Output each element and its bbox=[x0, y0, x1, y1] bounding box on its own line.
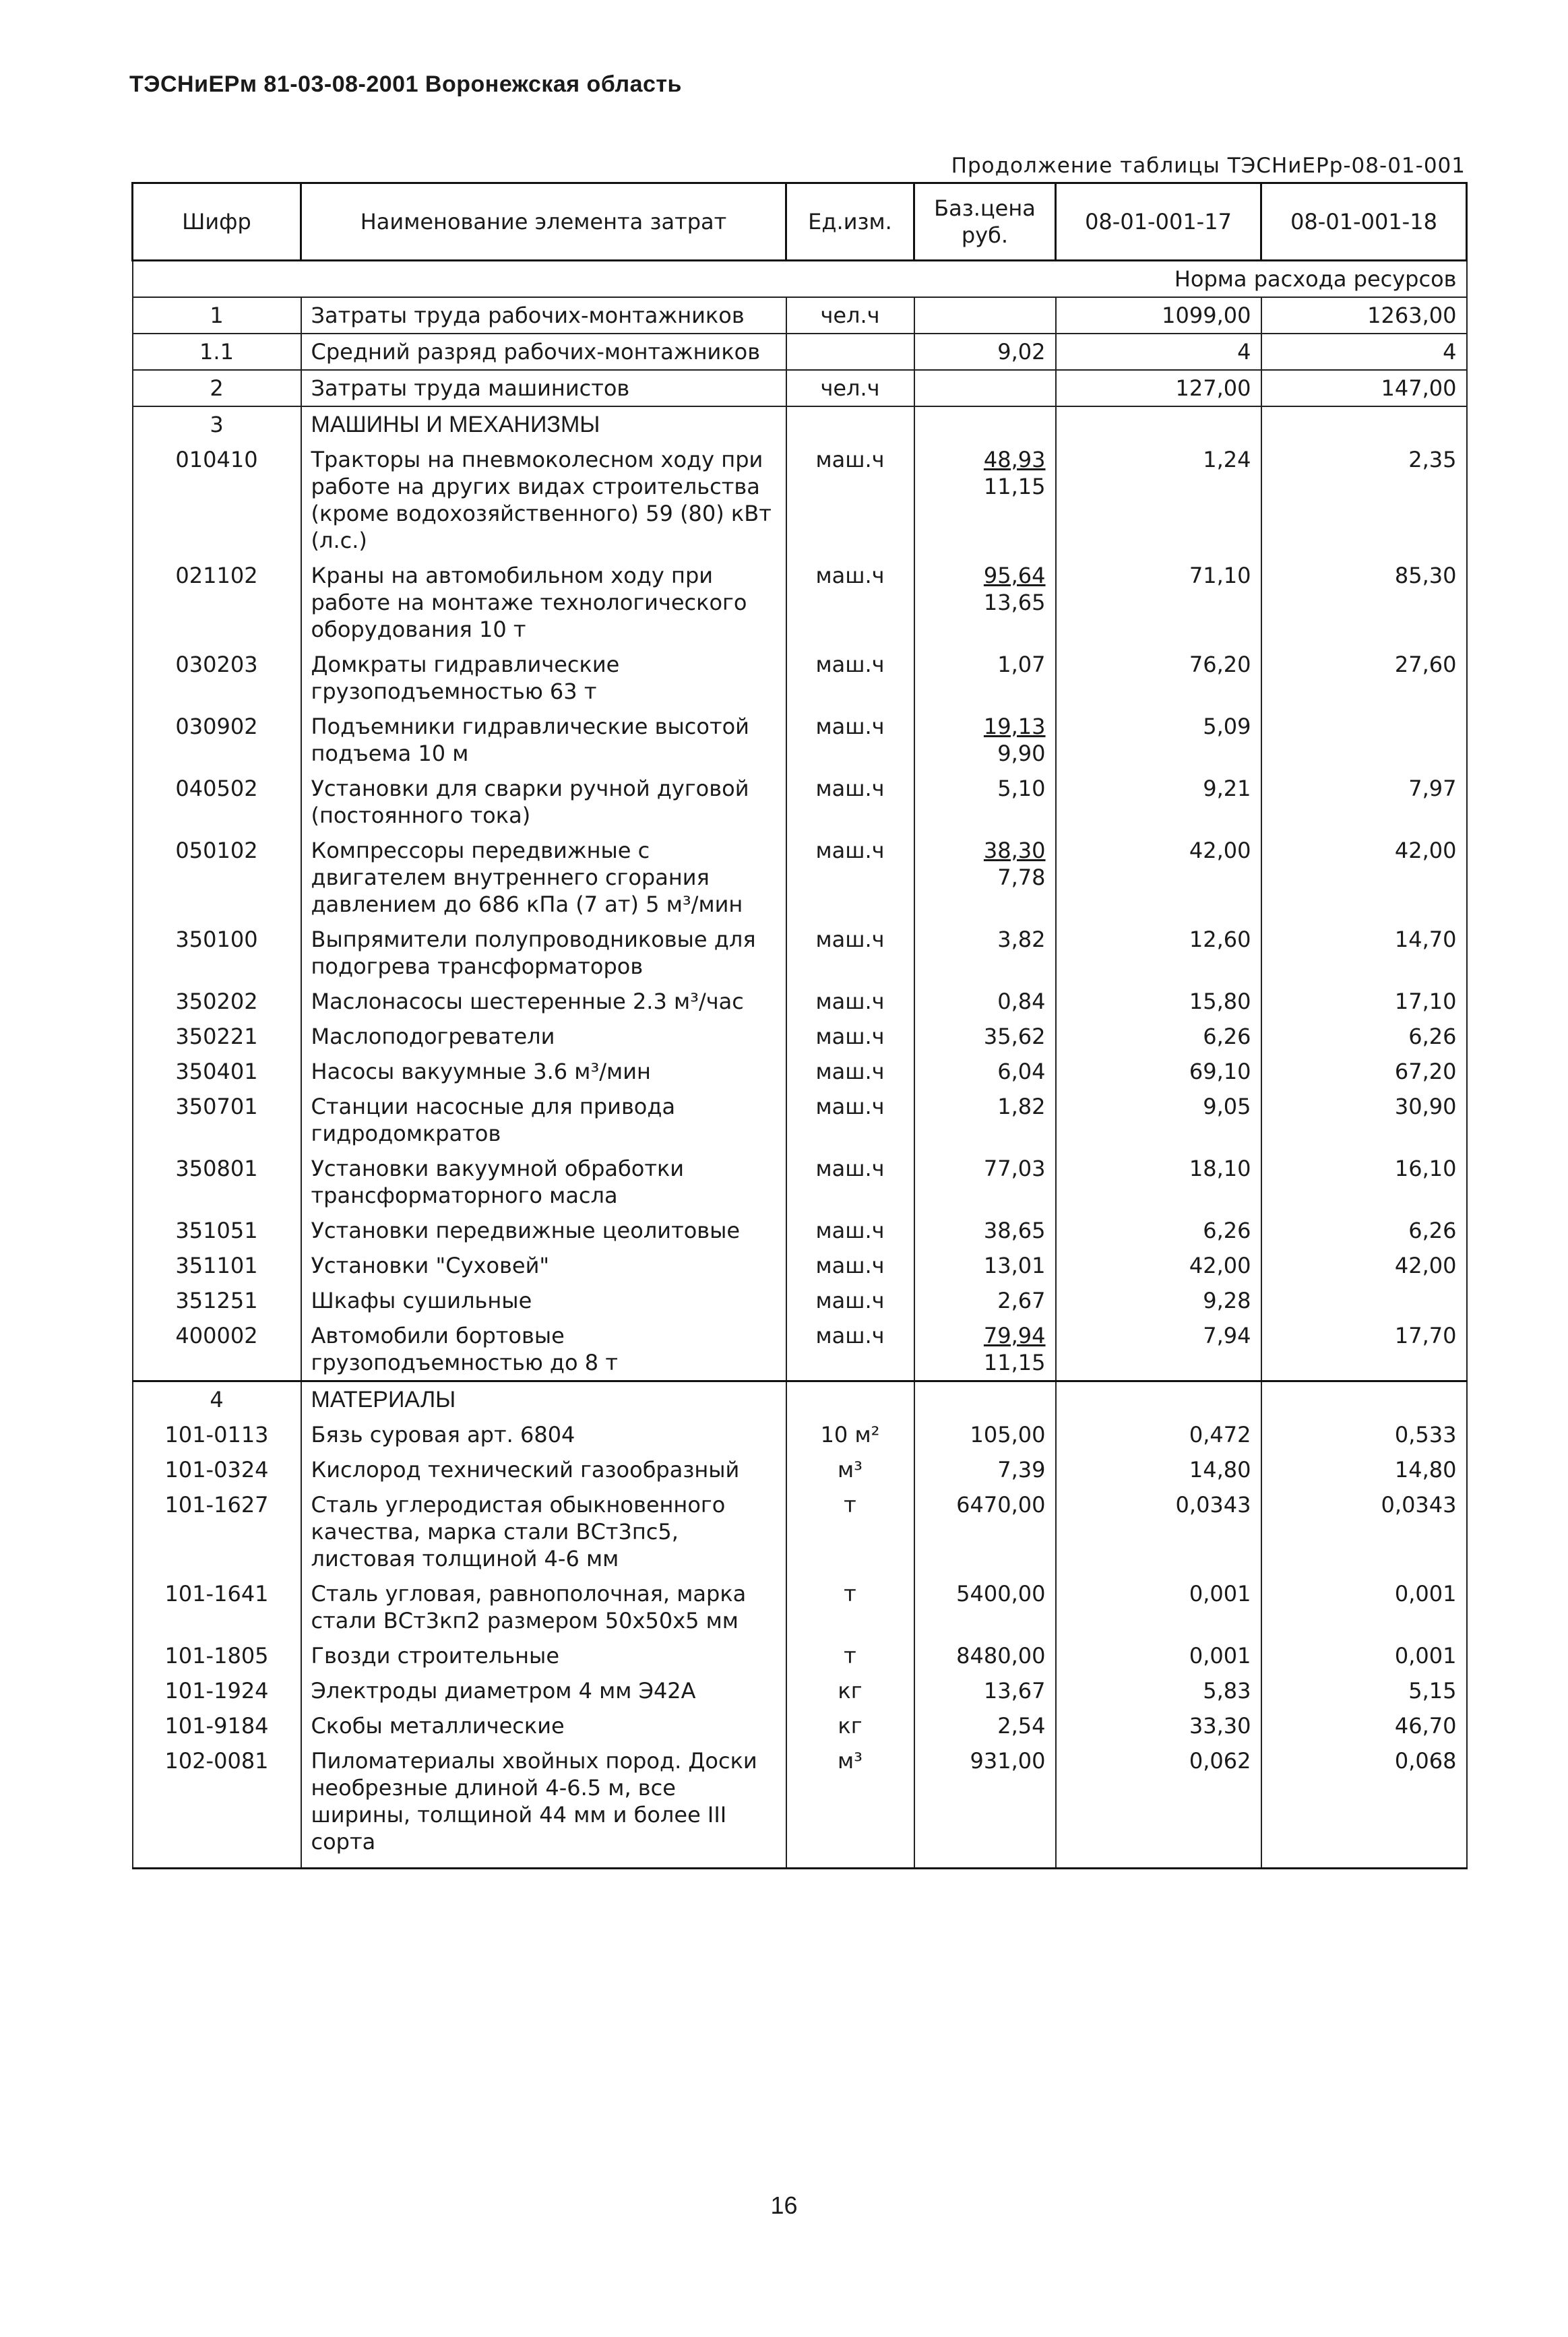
row-value-17 bbox=[1056, 406, 1261, 442]
row-price: 9,02 bbox=[914, 334, 1056, 370]
row-name: Шкафы сушильные bbox=[301, 1283, 786, 1318]
row-value-17: 18,10 bbox=[1056, 1151, 1261, 1213]
row-name: Компрессоры передвижные с двигателем внутреннего сгорания давлением до 686 кПа (7 ат) 5 м³/мин bbox=[301, 833, 786, 922]
row-code: 350221 bbox=[133, 1019, 301, 1054]
row-code: 350701 bbox=[133, 1089, 301, 1151]
row-unit: т bbox=[786, 1638, 914, 1673]
header-name: Наименование элемента затрат bbox=[301, 183, 786, 261]
table-row bbox=[133, 709, 1467, 771]
row-code: 030902 bbox=[133, 709, 301, 771]
row-code: 101-9184 bbox=[133, 1708, 301, 1743]
header-unit: Ед.изм. bbox=[786, 183, 914, 261]
row-unit: чел.ч bbox=[786, 370, 914, 406]
row-price: 13,67 bbox=[914, 1673, 1056, 1708]
row-value-17: 0,0343 bbox=[1056, 1487, 1261, 1576]
row-name: Установки вакуумной обработки трансформаторного масла bbox=[301, 1151, 786, 1213]
row-unit: маш.ч bbox=[786, 1054, 914, 1089]
row-name: Средний разряд рабочих-монтажников bbox=[301, 334, 786, 370]
row-price: 77,03 bbox=[914, 1151, 1056, 1213]
table-row bbox=[133, 1576, 1467, 1638]
row-value-18: 67,20 bbox=[1261, 1054, 1467, 1089]
price-wage: 9,90 bbox=[997, 741, 1046, 766]
row-unit: маш.ч bbox=[786, 442, 914, 558]
row-name: Электроды диаметром 4 мм Э42А bbox=[301, 1673, 786, 1708]
row-name: Скобы металлические bbox=[301, 1708, 786, 1743]
row-code: 101-1924 bbox=[133, 1673, 301, 1708]
row-unit bbox=[786, 334, 914, 370]
row-price: 1,07 bbox=[914, 647, 1056, 709]
header-col-18: 08-01-001-18 bbox=[1261, 183, 1467, 261]
row-value-17: 69,10 bbox=[1056, 1054, 1261, 1089]
row-name: Маслоподогреватели bbox=[301, 1019, 786, 1054]
row-value-18: 42,00 bbox=[1261, 833, 1467, 922]
header-col-17: 08-01-001-17 bbox=[1056, 183, 1261, 261]
row-value-17: 1099,00 bbox=[1056, 297, 1261, 334]
price-total: 19,13 bbox=[983, 714, 1046, 739]
row-code: 1 bbox=[133, 297, 301, 334]
row-value-17: 0,062 bbox=[1056, 1743, 1261, 1869]
table-row bbox=[133, 1381, 1467, 1418]
row-price bbox=[914, 442, 1056, 558]
row-price bbox=[914, 833, 1056, 922]
row-code: 350801 bbox=[133, 1151, 301, 1213]
table-row bbox=[133, 1743, 1467, 1869]
row-price bbox=[914, 370, 1056, 406]
row-name: Маслонасосы шестеренные 2.3 м³/час bbox=[301, 984, 786, 1019]
row-name: Бязь суровая арт. 6804 bbox=[301, 1417, 786, 1452]
row-value-17: 14,80 bbox=[1056, 1452, 1261, 1487]
row-unit: маш.ч bbox=[786, 1213, 914, 1248]
resource-table bbox=[131, 182, 1468, 1869]
table-row bbox=[133, 334, 1467, 370]
row-value-17: 33,30 bbox=[1056, 1708, 1261, 1743]
row-name: Затраты труда машинистов bbox=[301, 370, 786, 406]
price-total: 95,64 bbox=[983, 563, 1046, 588]
row-value-17: 127,00 bbox=[1056, 370, 1261, 406]
row-code: 350401 bbox=[133, 1054, 301, 1089]
row-name: Подъемники гидравлические высотой подъема 10 м bbox=[301, 709, 786, 771]
row-name: Домкраты гидравлические грузоподъемностью 63 т bbox=[301, 647, 786, 709]
row-price: 6,04 bbox=[914, 1054, 1056, 1089]
row-name: Кислород технический газообразный bbox=[301, 1452, 786, 1487]
row-code: 010410 bbox=[133, 442, 301, 558]
row-code: 400002 bbox=[133, 1318, 301, 1381]
row-value-18: 27,60 bbox=[1261, 647, 1467, 709]
row-name: МАТЕРИАЛЫ bbox=[301, 1381, 786, 1418]
norm-label: Норма расхода ресурсов bbox=[133, 261, 1467, 298]
row-price bbox=[914, 406, 1056, 442]
row-value-18: 0,001 bbox=[1261, 1638, 1467, 1673]
row-code: 030203 bbox=[133, 647, 301, 709]
row-price: 8480,00 bbox=[914, 1638, 1056, 1673]
page-number: 16 bbox=[770, 2191, 798, 2219]
row-unit: маш.ч bbox=[786, 1248, 914, 1283]
row-value-18 bbox=[1261, 406, 1467, 442]
row-price: 7,39 bbox=[914, 1452, 1056, 1487]
row-name: Выпрямители полупроводниковые для подогрева трансформаторов bbox=[301, 922, 786, 984]
row-unit: 10 м² bbox=[786, 1417, 914, 1452]
row-value-18: 14,70 bbox=[1261, 922, 1467, 984]
row-value-18: 2,35 bbox=[1261, 442, 1467, 558]
row-name: Затраты труда рабочих-монтажников bbox=[301, 297, 786, 334]
row-name: Сталь углеродистая обыкновенного качества, марка стали ВСт3пс5, листовая толщиной 4-6 мм bbox=[301, 1487, 786, 1576]
row-value-17: 42,00 bbox=[1056, 1248, 1261, 1283]
row-value-18: 0,001 bbox=[1261, 1576, 1467, 1638]
row-value-18: 17,70 bbox=[1261, 1318, 1467, 1381]
row-price: 3,82 bbox=[914, 922, 1056, 984]
table-row bbox=[133, 297, 1467, 334]
row-code: 351101 bbox=[133, 1248, 301, 1283]
row-value-18: 46,70 bbox=[1261, 1708, 1467, 1743]
row-name: Пиломатериалы хвойных пород. Доски необрезные длиной 4-6.5 м, все ширины, толщиной 44 мм и более III сорта bbox=[301, 1743, 786, 1869]
row-value-18: 16,10 bbox=[1261, 1151, 1467, 1213]
table-row bbox=[133, 1213, 1467, 1248]
row-unit: маш.ч bbox=[786, 709, 914, 771]
table-row bbox=[133, 1708, 1467, 1743]
row-value-17: 12,60 bbox=[1056, 922, 1261, 984]
row-value-18: 6,26 bbox=[1261, 1213, 1467, 1248]
row-code: 101-1641 bbox=[133, 1576, 301, 1638]
row-unit: м³ bbox=[786, 1452, 914, 1487]
row-code: 350100 bbox=[133, 922, 301, 984]
row-value-17: 6,26 bbox=[1056, 1213, 1261, 1248]
row-unit: маш.ч bbox=[786, 558, 914, 647]
row-value-17: 9,28 bbox=[1056, 1283, 1261, 1318]
row-unit: маш.ч bbox=[786, 833, 914, 922]
row-value-17: 5,09 bbox=[1056, 709, 1261, 771]
row-name: Тракторы на пневмоколесном ходу при работе на других видах строительства (кроме водохозяйственного) 59 (80) кВт (л.с.) bbox=[301, 442, 786, 558]
row-price: 2,67 bbox=[914, 1283, 1056, 1318]
row-code: 101-1627 bbox=[133, 1487, 301, 1576]
row-unit: т bbox=[786, 1487, 914, 1576]
table-row bbox=[133, 771, 1467, 833]
row-price bbox=[914, 1381, 1056, 1418]
row-value-17: 0,472 bbox=[1056, 1417, 1261, 1452]
table-row bbox=[133, 922, 1467, 984]
table-row bbox=[133, 1283, 1467, 1318]
price-wage: 11,15 bbox=[983, 1350, 1046, 1375]
row-value-18: 6,26 bbox=[1261, 1019, 1467, 1054]
row-value-17: 0,001 bbox=[1056, 1638, 1261, 1673]
row-code: 1.1 bbox=[133, 334, 301, 370]
row-code: 101-0324 bbox=[133, 1452, 301, 1487]
row-name: Сталь угловая, равнополочная, марка стали ВСт3кп2 размером 50х50х5 мм bbox=[301, 1576, 786, 1638]
row-unit: маш.ч bbox=[786, 922, 914, 984]
row-unit bbox=[786, 406, 914, 442]
row-price bbox=[914, 558, 1056, 647]
row-value-17: 71,10 bbox=[1056, 558, 1261, 647]
row-code: 3 bbox=[133, 406, 301, 442]
row-value-18 bbox=[1261, 1283, 1467, 1318]
table-row bbox=[133, 1089, 1467, 1151]
price-wage: 11,15 bbox=[983, 474, 1046, 499]
header-code: Шифр bbox=[133, 183, 301, 261]
row-unit bbox=[786, 1381, 914, 1418]
row-value-18: 30,90 bbox=[1261, 1089, 1467, 1151]
row-code: 351051 bbox=[133, 1213, 301, 1248]
row-price: 5,10 bbox=[914, 771, 1056, 833]
table-row bbox=[133, 1452, 1467, 1487]
row-price: 1,82 bbox=[914, 1089, 1056, 1151]
row-value-17 bbox=[1056, 1381, 1261, 1418]
row-price: 6470,00 bbox=[914, 1487, 1056, 1576]
table-row bbox=[133, 1151, 1467, 1213]
table-row bbox=[133, 1417, 1467, 1452]
row-price: 0,84 bbox=[914, 984, 1056, 1019]
row-price: 35,62 bbox=[914, 1019, 1056, 1054]
row-price: 931,00 bbox=[914, 1743, 1056, 1869]
document-header: ТЭСНиЕРм 81-03-08-2001 Воронежская область bbox=[129, 71, 682, 97]
table-row bbox=[133, 370, 1467, 406]
row-value-17: 76,20 bbox=[1056, 647, 1261, 709]
row-unit: т bbox=[786, 1576, 914, 1638]
row-name: Станции насосные для привода гидродомкратов bbox=[301, 1089, 786, 1151]
row-unit: маш.ч bbox=[786, 1151, 914, 1213]
table-header-row bbox=[133, 183, 1467, 261]
row-name: Автомобили бортовые грузоподъемностью до 8 т bbox=[301, 1318, 786, 1381]
row-name: Гвозди строительные bbox=[301, 1638, 786, 1673]
row-name: МАШИНЫ И МЕХАНИЗМЫ bbox=[301, 406, 786, 442]
row-code: 101-0113 bbox=[133, 1417, 301, 1452]
table-continuation-caption: Продолжение таблицы ТЭСНиЕРр-08-01-001 bbox=[951, 154, 1466, 178]
row-code: 102-0081 bbox=[133, 1743, 301, 1869]
row-price: 13,01 bbox=[914, 1248, 1056, 1283]
header-price: Баз.цена руб. bbox=[914, 183, 1056, 261]
table-body bbox=[133, 261, 1467, 1869]
price-total: 38,30 bbox=[983, 838, 1046, 863]
row-value-17: 9,21 bbox=[1056, 771, 1261, 833]
row-value-18: 0,533 bbox=[1261, 1417, 1467, 1452]
row-name: Установки "Суховей" bbox=[301, 1248, 786, 1283]
row-value-17: 42,00 bbox=[1056, 833, 1261, 922]
row-price: 38,65 bbox=[914, 1213, 1056, 1248]
table-row bbox=[133, 442, 1467, 558]
row-value-18: 4 bbox=[1261, 334, 1467, 370]
table-row bbox=[133, 1638, 1467, 1673]
row-code: 101-1805 bbox=[133, 1638, 301, 1673]
row-unit: маш.ч bbox=[786, 984, 914, 1019]
row-value-18: 1263,00 bbox=[1261, 297, 1467, 334]
row-value-18: 0,0343 bbox=[1261, 1487, 1467, 1576]
row-code: 2 bbox=[133, 370, 301, 406]
row-value-18: 85,30 bbox=[1261, 558, 1467, 647]
row-price: 105,00 bbox=[914, 1417, 1056, 1452]
row-code: 4 bbox=[133, 1381, 301, 1418]
price-total: 79,94 bbox=[983, 1323, 1046, 1348]
price-total: 48,93 bbox=[983, 447, 1046, 472]
row-code: 351251 bbox=[133, 1283, 301, 1318]
row-value-17: 7,94 bbox=[1056, 1318, 1261, 1381]
row-value-17: 1,24 bbox=[1056, 442, 1261, 558]
row-code: 040502 bbox=[133, 771, 301, 833]
row-code: 050102 bbox=[133, 833, 301, 922]
row-name: Насосы вакуумные 3.6 м³/мин bbox=[301, 1054, 786, 1089]
row-name: Краны на автомобильном ходу при работе на монтаже технологического оборудования 10 т bbox=[301, 558, 786, 647]
row-value-17: 5,83 bbox=[1056, 1673, 1261, 1708]
row-name: Установки для сварки ручной дуговой (постоянного тока) bbox=[301, 771, 786, 833]
row-value-18 bbox=[1261, 709, 1467, 771]
row-unit: маш.ч bbox=[786, 1318, 914, 1381]
row-value-18 bbox=[1261, 1381, 1467, 1418]
price-wage: 7,78 bbox=[997, 865, 1046, 890]
table-row bbox=[133, 1248, 1467, 1283]
row-value-18: 17,10 bbox=[1261, 984, 1467, 1019]
row-unit: маш.ч bbox=[786, 1019, 914, 1054]
table-row bbox=[133, 984, 1467, 1019]
row-price bbox=[914, 1318, 1056, 1381]
table-row bbox=[133, 1054, 1467, 1089]
row-unit: м³ bbox=[786, 1743, 914, 1869]
table-row bbox=[133, 1673, 1467, 1708]
table-row bbox=[133, 833, 1467, 922]
row-name: Установки передвижные цеолитовые bbox=[301, 1213, 786, 1248]
row-value-17: 15,80 bbox=[1056, 984, 1261, 1019]
table-row bbox=[133, 1487, 1467, 1576]
row-value-17: 6,26 bbox=[1056, 1019, 1261, 1054]
row-code: 350202 bbox=[133, 984, 301, 1019]
row-value-18: 5,15 bbox=[1261, 1673, 1467, 1708]
row-value-18: 14,80 bbox=[1261, 1452, 1467, 1487]
row-value-18: 42,00 bbox=[1261, 1248, 1467, 1283]
row-unit: кг bbox=[786, 1673, 914, 1708]
table-row bbox=[133, 1019, 1467, 1054]
norm-row bbox=[133, 261, 1467, 298]
price-wage: 13,65 bbox=[983, 590, 1046, 615]
row-unit: маш.ч bbox=[786, 1089, 914, 1151]
table-row bbox=[133, 558, 1467, 647]
row-value-18: 147,00 bbox=[1261, 370, 1467, 406]
row-price bbox=[914, 709, 1056, 771]
table-row bbox=[133, 1318, 1467, 1381]
table-row bbox=[133, 647, 1467, 709]
row-value-18: 7,97 bbox=[1261, 771, 1467, 833]
row-price: 2,54 bbox=[914, 1708, 1056, 1743]
row-unit: маш.ч bbox=[786, 771, 914, 833]
row-value-17: 4 bbox=[1056, 334, 1261, 370]
row-price: 5400,00 bbox=[914, 1576, 1056, 1638]
row-price bbox=[914, 297, 1056, 334]
table-row bbox=[133, 406, 1467, 442]
row-unit: маш.ч bbox=[786, 1283, 914, 1318]
row-code: 021102 bbox=[133, 558, 301, 647]
row-value-18: 0,068 bbox=[1261, 1743, 1467, 1869]
row-unit: кг bbox=[786, 1708, 914, 1743]
row-value-17: 9,05 bbox=[1056, 1089, 1261, 1151]
row-value-17: 0,001 bbox=[1056, 1576, 1261, 1638]
row-unit: маш.ч bbox=[786, 647, 914, 709]
row-unit: чел.ч bbox=[786, 297, 914, 334]
